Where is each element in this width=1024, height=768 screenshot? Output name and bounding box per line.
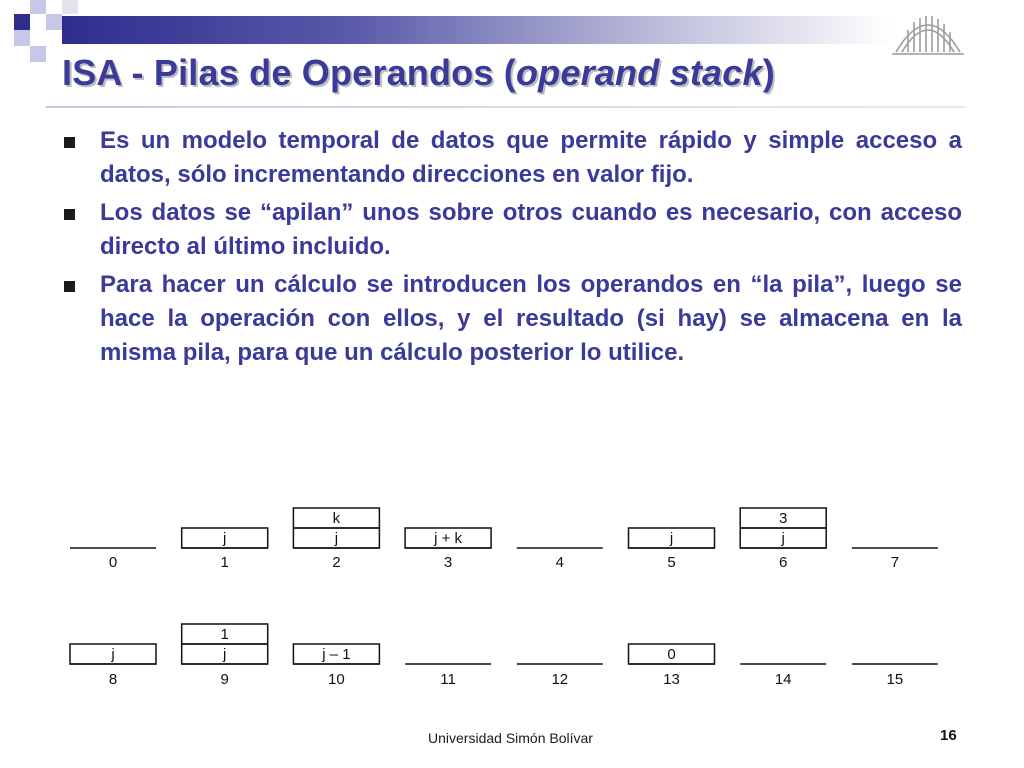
- bullet-item: Es un modelo temporal de datos que permite rápido y simple acceso a datos, sólo incrementando direcciones en valor fijo.: [62, 124, 962, 192]
- step-number-label: 5: [667, 554, 676, 571]
- step-number-label: 1: [220, 554, 229, 571]
- stack-cell: [740, 528, 826, 548]
- step-number-label: 10: [328, 671, 345, 688]
- stack-step-11: [405, 664, 491, 688]
- step-number-label: 15: [886, 671, 904, 688]
- step-number-label: 13: [663, 671, 680, 688]
- stack-cell-value: k: [332, 510, 341, 527]
- step-number-label: 2: [332, 554, 341, 571]
- stack-cell-value: j: [111, 646, 115, 663]
- footer-institution: Universidad Simón Bolívar: [428, 730, 593, 746]
- step-number-label: 6: [779, 554, 788, 571]
- step-number-label: 8: [108, 671, 118, 688]
- stack-cell-value: j + k: [434, 530, 463, 547]
- bullet-item: Para hacer un cálculo se introducen los operandos en “la pila”, luego se hace la operación con ellos, y el resultado (si hay) se almacena en la misma pila, para que un cálculo posterior lo utilice.: [62, 268, 962, 370]
- stack-cell-value: j: [669, 530, 674, 547]
- stack-step-8: [70, 644, 156, 688]
- stack-step-13: [629, 644, 715, 688]
- step-number-label: 0: [108, 554, 118, 571]
- step-number-label: 3: [443, 554, 453, 571]
- slide-title: ISA - Pilas de Operandos (operand stack): [62, 52, 775, 93]
- square-bullet-icon: [64, 137, 75, 148]
- stack-cell: [629, 528, 715, 548]
- title-divider: [46, 106, 966, 108]
- stack-step-6: [740, 508, 826, 571]
- stack-cell-value: 1: [220, 626, 229, 643]
- stack-cell: [293, 508, 379, 528]
- stack-cell: [405, 528, 491, 548]
- step-number-label: 14: [774, 671, 792, 688]
- bullet-list: [62, 124, 962, 374]
- step-number-label: 9: [220, 671, 229, 688]
- stack-cell-value: j: [223, 646, 227, 663]
- stack-cell-value: j: [334, 530, 339, 547]
- stack-step-7: [852, 548, 938, 571]
- stack-step-4: [517, 548, 603, 571]
- stack-step-14: [740, 664, 826, 688]
- stack-step-15: [852, 664, 938, 688]
- stack-step-2: [293, 508, 379, 571]
- stack-cell-value: j: [223, 530, 227, 547]
- stack-step-9: [182, 624, 268, 688]
- stack-cell: [293, 528, 379, 548]
- step-number-label: 11: [440, 671, 456, 688]
- stack-cell: [70, 644, 156, 664]
- step-number-label: 4: [555, 554, 564, 571]
- stack-step-10: [293, 644, 379, 688]
- step-number-label: 12: [551, 671, 569, 688]
- stack-cell-value: j: [781, 530, 785, 547]
- stack-step-12: [517, 664, 603, 688]
- header-gradient-bar: [62, 16, 892, 44]
- stack-step-5: [629, 528, 715, 571]
- step-number-label: 7: [890, 554, 900, 571]
- square-bullet-icon: [64, 209, 75, 220]
- stack-step-0: [70, 548, 156, 571]
- stack-cell-value: 0: [667, 646, 676, 663]
- stack-cell: [740, 508, 826, 528]
- stack-step-1: [182, 528, 268, 571]
- page-number: 16: [940, 727, 957, 744]
- stack-cell-value: j – 1: [322, 646, 351, 663]
- stack-cell: [182, 624, 268, 644]
- stack-step-3: [405, 528, 491, 571]
- stack-cell: [629, 644, 715, 664]
- stack-cell: [293, 644, 379, 664]
- bullet-item: Los datos se “apilan” unos sobre otros cuando es necesario, con acceso directo al último incluido.: [62, 196, 962, 264]
- stack-cell: [182, 644, 268, 664]
- university-logo-icon: [888, 4, 968, 62]
- stack-cell-value: 3: [779, 510, 788, 527]
- stack-cell: [182, 528, 268, 548]
- square-bullet-icon: [64, 281, 75, 292]
